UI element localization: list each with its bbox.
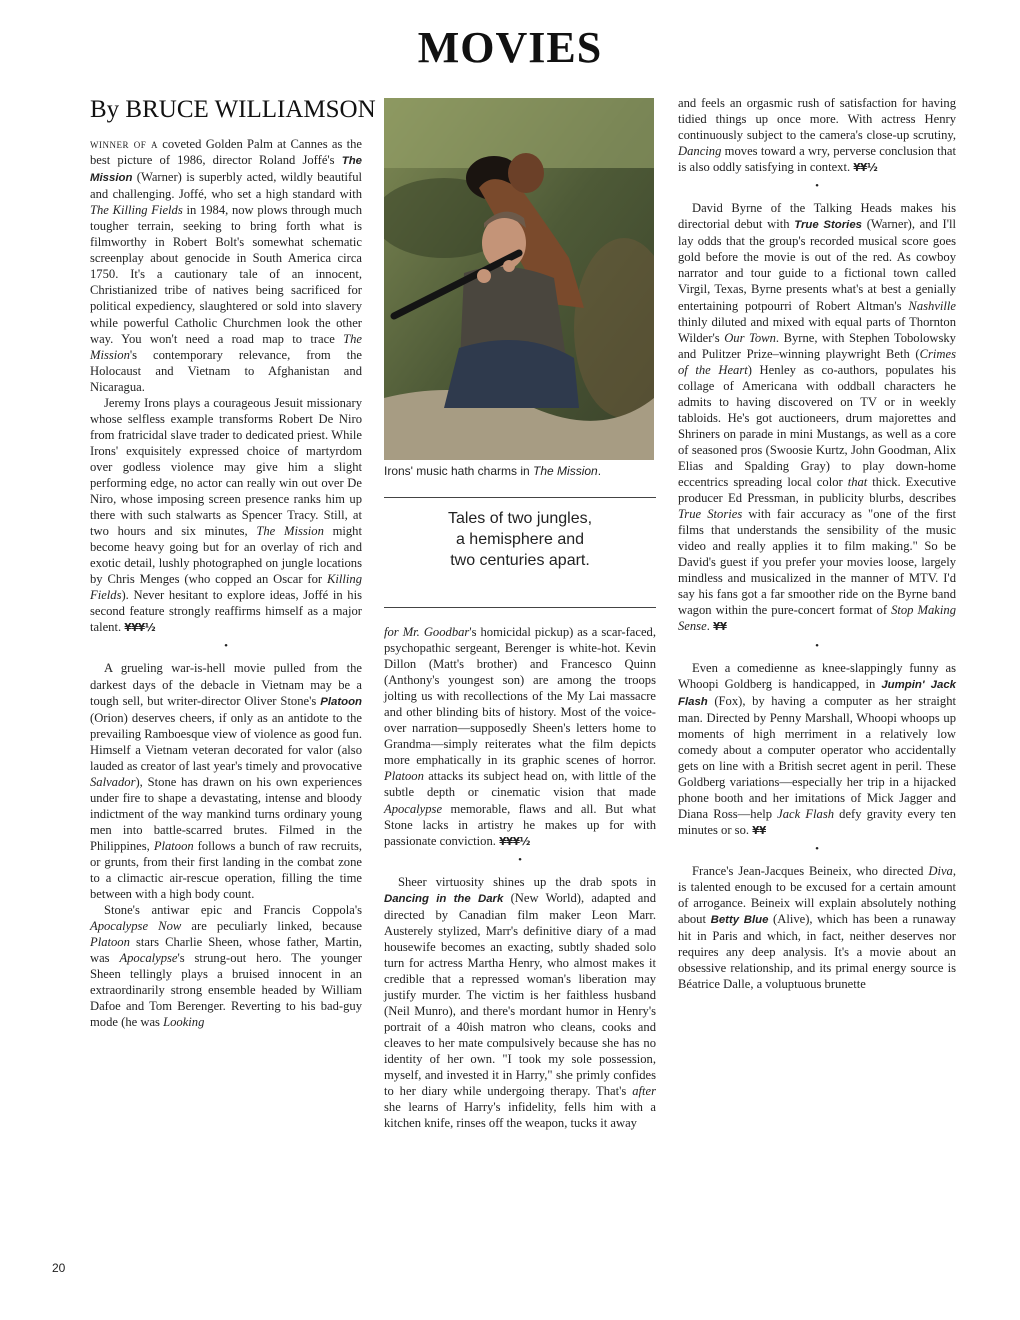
pull-quote-line: Tales of two jungles, xyxy=(447,510,593,527)
film-title: Jack Flash xyxy=(777,806,835,821)
text-run: thinly diluted and mixed with equal parts of Thornton Wilder's xyxy=(678,314,956,345)
lead-in: winner of a xyxy=(90,137,159,151)
text-run: (New World), adapted and directed by Canadian film maker Leon Marr. Austerely stylized, Marr's definitive diary of a mad housewife becomes an exacting, subtly shaded solo turn for actress Martha Henry, who almost makes it credible that a repressed woman's liberation may justify murder. The victim is her faithless husband (Neil Munro), and there's mordant humor in Henry's portrait of a 40ish matron who cleans, cooks and cleaves to her mate compulsively because she has no identity of her own. "I took my sole possession, myself, and invested it in Harry," she primly confides to her diary while undergoing therapy. That's xyxy=(384,890,656,1099)
paragraph-mission-2 xyxy=(90,395,362,637)
text-run: France's Jean-Jacques Beineix, who directed xyxy=(692,864,929,879)
paragraph-platoon-2 xyxy=(90,902,362,1030)
film-title: Betty Blue xyxy=(710,914,769,927)
film-still-photo xyxy=(384,98,654,460)
film-title: The Mission xyxy=(256,524,324,539)
paragraph-platoon-3 xyxy=(384,624,656,850)
photo-caption xyxy=(384,464,656,478)
byline: By BRUCE WILLIAMSON xyxy=(90,96,376,123)
paragraph-betty-blue xyxy=(678,863,956,992)
caption-text: Irons' music hath charms in xyxy=(384,464,534,478)
text-run: follows a bunch of raw recruits, or grunts, from their first landing in the combat zone to a climactic air-rescue operation, filling the time between with a high body count. xyxy=(90,838,362,902)
text-run: 's contemporary relevance, from the Holocaust and Vietnam to Afghanistan and Nicaragua. xyxy=(90,347,362,394)
text-run: with fair accuracy as "one of the first films that understands the sensibility of the music video and really applies it to film making." So be David's guest if you prefer your movies loose, largely mindless and musicalized in the manner of MTV. I'd say his fans got a far smoother ride on the Byrne band wagon within the pure-concert format of xyxy=(678,507,956,618)
pullquote-top-rule xyxy=(384,497,656,498)
text-run: Sheer virtuosity shines up the drab spots in xyxy=(398,874,656,889)
pull-quote xyxy=(384,508,656,571)
film-title: Our Town xyxy=(724,330,776,345)
text-run: 's strung-out hero. The younger Sheen tellingly plays a bruised innocent in an extraordinarily strong ensemble headed by William Dafoe and Tom Berenger. Reverting to his bad-guy mode (he was xyxy=(90,951,362,1030)
text-run: David Byrne of the Talking Heads makes his directorial debut with xyxy=(678,201,956,232)
paragraph-platoon-1 xyxy=(90,660,362,902)
text-run: ). Never hesitant to explore ideas, Joffé in his second feature strongly reaffirms himself as a major talent. xyxy=(90,588,362,635)
pullquote-bottom-rule xyxy=(384,607,656,608)
section-bullet: • xyxy=(224,640,228,653)
rating-true-stories: ¥¥ xyxy=(712,621,727,634)
film-title: Platoon xyxy=(90,935,130,950)
text-run: Jeremy Irons plays a courageous Jesuit missionary whose selfless example transforms Robert De Niro from fratricidal slave trader to dedicated priest. While Irons' exquisitely expressed choice of martyrdom over godless violence may give him a slight performing edge, no actor can really win out over De Niro, whose imposing screen presence ranks him up there with such stalwarts as Spencer Tracy. Still, at two hours and six minutes, xyxy=(90,395,362,539)
article-column-2 xyxy=(384,624,656,1131)
text-run: (Alive), which has been a runaway hit in Paris and which, in fact, neither deserves nor requires any deep analysis. It's a movie about an obsessive relationship, and its primal energy source is Béatrice Dalle, a voluptuous brunette xyxy=(678,912,956,992)
rating-jack-flash: ¥¥ xyxy=(752,824,766,837)
text-run: moves toward a wry, perverse conclusion that is also oddly satisfying in context. xyxy=(678,144,956,175)
paragraph-mission-1 xyxy=(90,136,362,395)
paragraph-dancing-2 xyxy=(678,95,956,176)
film-title: Killing Fields xyxy=(90,572,362,603)
paragraph-dancing xyxy=(384,874,656,1132)
text-run: in 1984, now plows through much tougher terrain, seeking to bring forth what is filmworthy in Robert Bolt's somewhat schematic screenplay about genocide in South America circa 1750. It's a cautionary tale of an innocent, Christianized tribe of natives being sacrificed for political expediency, slaughtered or sold into slavery while powerful Catholic Churchmen look the other way. You won't need a road map to trace xyxy=(90,203,362,346)
text-run: attacks its subject head on, with little of the subtle depth or cinematic vision that made xyxy=(384,769,656,800)
text-run: thick. Executive producer Ed Pressman, in publicity blurbs, describes xyxy=(678,475,956,506)
text-run: coveted Golden Palm at Cannes as the best picture of 1986, director Roland Joffé's xyxy=(90,137,362,168)
film-title: Platoon xyxy=(320,695,362,708)
film-title: Diva xyxy=(928,864,953,879)
film-title: The Mission xyxy=(90,331,362,362)
section-bullet: • xyxy=(815,180,819,193)
article-column-1 xyxy=(90,136,362,1031)
section-bullet: • xyxy=(815,639,819,652)
text-run: Stone's antiwar epic and Francis Coppola's xyxy=(104,903,362,918)
text-run: . Byrne, with Stephen Tobolowsky and Pulitzer Prize–winning playwright Beth ( xyxy=(678,330,956,361)
text-run: . xyxy=(706,619,713,634)
film-title: Dancing xyxy=(678,144,722,159)
pull-quote-line: two centuries apart. xyxy=(450,552,590,569)
text-run: A grueling war-is-hell movie pulled from the darkest days of the debacle in Vietnam may be a tough sell, but writer-director Oliver Stone's xyxy=(90,661,362,708)
text-run: Even a comedienne as knee-slappingly funny as Whoopi Goldberg is handicapped, in xyxy=(678,660,956,691)
rating-platoon: ¥¥¥½ xyxy=(499,835,530,848)
text-run: (Orion) deserves cheers, if only as an antidote to the prevailing Ramboesque view of violence as good fun. Himself a Vietnam veteran decorated for valor (also lauded as creator of last year's timely and provocative xyxy=(90,710,362,773)
rating-mission: ¥¥¥½ xyxy=(124,622,156,635)
emphasis: after xyxy=(632,1084,656,1099)
text-run: 's homicidal pickup) as a scar-faced, psychopathic sergeant, Berenger is white-hot. Kevin Dillon (Matt's brother) and Francesco Quinn (Anthony's youngest son) are among the troops jolting us with recollections of the My Lai massacre and other blinding bits of history. Most of the voice-over narration—supposedly Sheen's letters home to Grandma—simply reiterates what the film depicts more emphatically in its graphic scenes of horror. xyxy=(384,625,656,768)
film-title: Apocalypse xyxy=(384,801,443,816)
film-title: for Mr. Goodbar xyxy=(384,625,470,639)
text-run: are peculiarly linked, because xyxy=(181,919,362,934)
film-title: The Killing Fields xyxy=(90,203,183,218)
film-title: Nashville xyxy=(908,298,956,313)
film-title: True Stories xyxy=(678,507,743,522)
film-title: Jumpin' Jack Flash xyxy=(678,678,956,708)
film-title: Crimes of the Heart xyxy=(678,346,956,377)
pull-quote-line: a hemisphere and xyxy=(455,531,585,548)
section-title: MOVIES xyxy=(417,23,603,72)
text-run: (Fox), by having a computer as her straight man. Directed by Penny Marshall, Whoopi whoops up moments of high merriment in a relatively low comedy about a computer operator who accidentally gets on line with a British secret agent in peril. These Goldberg variations—especially her trip in a hijacked phone booth and her imitations of Mick Jagger and Diana Ross—help xyxy=(678,693,956,821)
page-number: 20 xyxy=(52,1261,66,1275)
text-run: might become heavy going but for an overlay of rich and exotic detail, lushly photographed on jungle locations by Chris Menges (who copped an Oscar for xyxy=(90,524,362,587)
text-run: stars Charlie Sheen, whose father, Martin, was xyxy=(90,935,362,966)
text-run: and feels an orgasmic rush of satisfaction for having tidied things up once more. With actress Henry continuously subject to the camera's close-up scrutiny, xyxy=(678,96,956,143)
film-title: Dancing in the Dark xyxy=(384,892,504,905)
text-run: ) Henley as co-authors, populates his collage of Americana with oddball characters he admits to having discovered on TV or in weekly tabloids. He's got auctioneers, drum majorettes and Shriners on parade in mini Mustangs, as well as a core of seasoned pros (Swoosie Kurtz, John Goodman, Alix Elias and Spalding Gray) to play down-home eccentrics spreading local color xyxy=(678,362,956,490)
film-title: True Stories xyxy=(794,219,863,232)
caption-film-title: The Mission xyxy=(533,464,598,478)
text-run: ), Stone has drawn on his own experiences under fire to shape a devastating, intense and bloody indictment of the way mankind turns ordinary young men into battle-scarred brutes. Filmed in the Philippines, xyxy=(90,774,362,853)
text-run: she learns of Harry's infidelity, fells him with a kitchen knife, rinses off the weapon, tucks it away xyxy=(384,1100,656,1131)
photo-illustration xyxy=(384,98,654,460)
rating-dancing: ¥¥½ xyxy=(853,162,878,175)
film-title: Stop Making Sense xyxy=(678,603,956,634)
paragraph-jack-flash xyxy=(678,660,956,840)
film-title: The Mission xyxy=(90,155,362,185)
film-title: Looking xyxy=(163,1015,205,1030)
paragraph-true-stories xyxy=(678,200,956,635)
text-run: , is talented enough to be excused for a certain amount of arrogance. Beineix will explain absolutely nothing about xyxy=(678,864,956,927)
film-title: Platoon xyxy=(384,769,424,784)
text-run: (Warner) is superbly acted, wildly beautiful and challenging. Joffé, who set a high standard with xyxy=(90,170,362,202)
film-title: Platoon xyxy=(153,838,194,853)
film-title: Apocalypse xyxy=(119,951,178,966)
emphasis: that xyxy=(847,475,868,490)
caption-end: . xyxy=(597,464,602,478)
section-bullet: • xyxy=(815,843,819,856)
article-column-3 xyxy=(678,95,956,992)
film-title: Salvador xyxy=(90,774,136,789)
text-run: memorable, flaws and all. But what Stone lacks in artistry he makes up for with passionate conviction. xyxy=(384,801,656,848)
text-run: defy gravity every ten minutes or so. xyxy=(678,806,956,837)
text-run: (Warner), and I'll lay odds that the group's recorded musical score goes gold before the movie is out of the red. As cowboy narrator and tour guide to a fictional town called Virgil, Texas, Byrne presents what's at best a genially entertaining potpourri of Robert Altman's xyxy=(678,217,957,313)
film-title: Apocalypse Now xyxy=(90,919,182,934)
section-bullet: • xyxy=(518,853,522,866)
